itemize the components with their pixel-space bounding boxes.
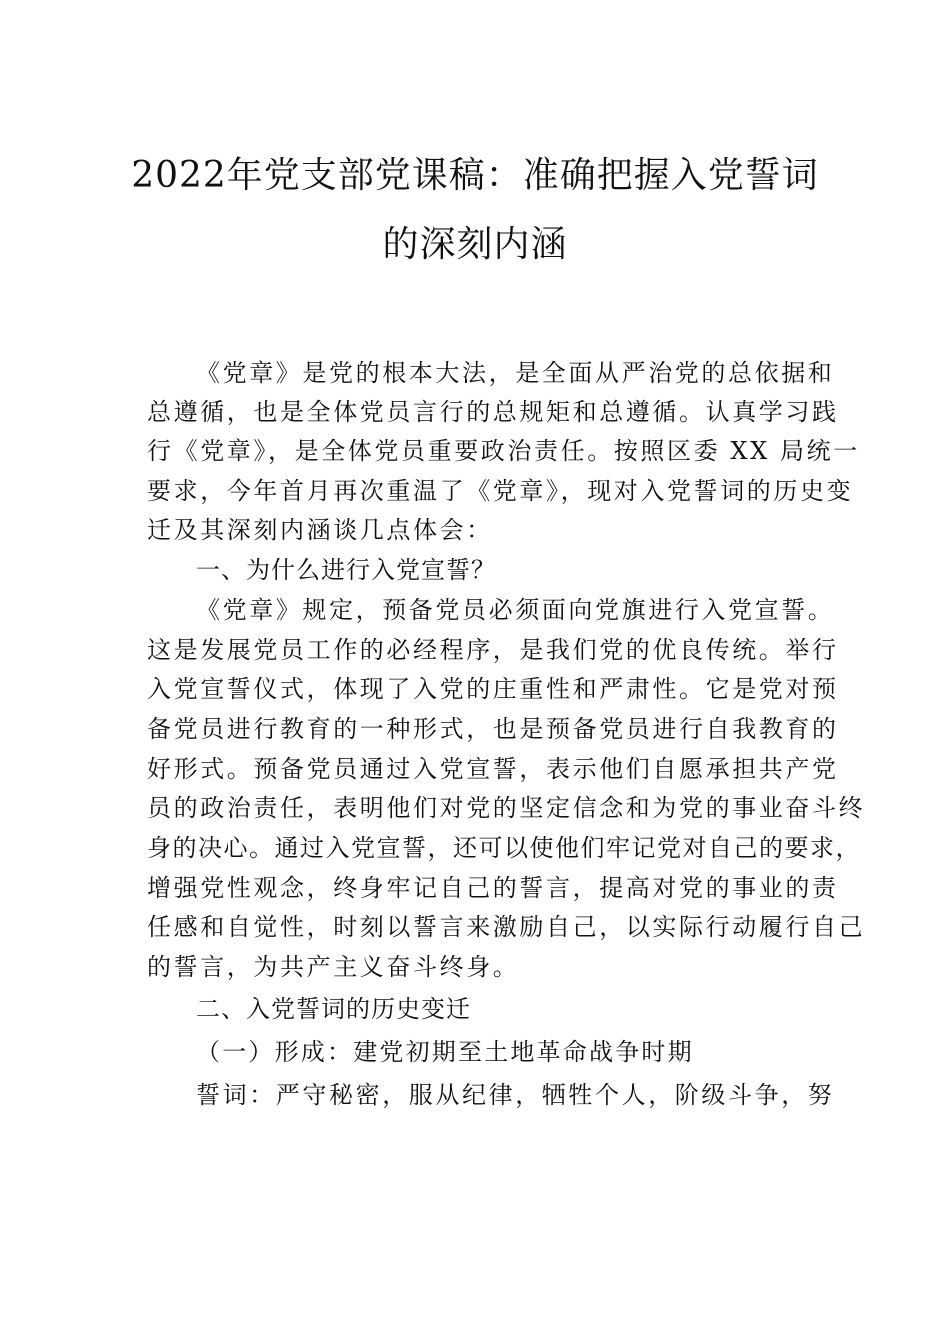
- document-title-line-2: 的深刻内涵: [382, 224, 568, 265]
- section1-paragraph-line: 这是发展党员工作的必经程序，是我们党的优良传统。举行: [147, 636, 839, 664]
- section1-paragraph-line: 备党员进行教育的一种形式，也是预备党员进行自我教育的: [147, 715, 839, 743]
- section1-paragraph-line: 员的政治责任，表明他们对党的坚定信念和为党的事业奋斗终: [147, 794, 866, 822]
- section1-paragraph-line: 好形式。预备党员通过入党宣誓，表示他们自愿承担共产党: [147, 755, 839, 783]
- document-title-line-1: 2022年党支部党课稿：准确把握入党誓词: [131, 155, 819, 196]
- intro-paragraph-line: 要求，今年首月再次重温了《党章》，现对入党誓词的历史变: [147, 477, 854, 505]
- intro-paragraph-line: 总遵循，也是全体党员言行的总规矩和总遵循。认真学习践: [147, 398, 839, 426]
- section1-paragraph-line: 任感和自觉性，时刻以誓言来激励自己，以实际行动履行自己: [147, 913, 866, 941]
- intro-paragraph-line: 行《党章》，是全体党员重要政治责任。按照区委 XX 局统一: [147, 437, 860, 465]
- intro-paragraph-line: 《党章》是党的根本大法，是全面从严治党的总依据和: [196, 359, 835, 387]
- subsection-heading-1: （一）形成：建党初期至土地革命战争时期: [196, 1038, 694, 1066]
- oath-paragraph-line: 誓词：严守秘密，服从纪律，牺牲个人，阶级斗争，努: [196, 1081, 835, 1109]
- section1-paragraph-line: 《党章》规定，预备党员必须面向党旗进行入党宣誓。: [196, 596, 835, 624]
- section1-paragraph-line: 增强党性观念，终身牢记自己的誓言，提高对党的事业的责: [147, 874, 839, 902]
- intro-paragraph-line: 迁及其深刻内涵谈几点体会：: [147, 516, 493, 544]
- section1-paragraph-line: 入党宣誓仪式，体现了入党的庄重性和严肃性。它是党对预: [147, 675, 839, 703]
- section1-paragraph-line: 的誓言，为共产主义奋斗终身。: [147, 953, 520, 981]
- section-heading-2: 二、入党誓词的历史变迁: [196, 995, 471, 1023]
- section-heading-1: 一、为什么进行入党宣誓？: [196, 556, 496, 584]
- section1-paragraph-line: 身的决心。通过入党宣誓，还可以使他们牢记党对自己的要求，: [147, 834, 861, 862]
